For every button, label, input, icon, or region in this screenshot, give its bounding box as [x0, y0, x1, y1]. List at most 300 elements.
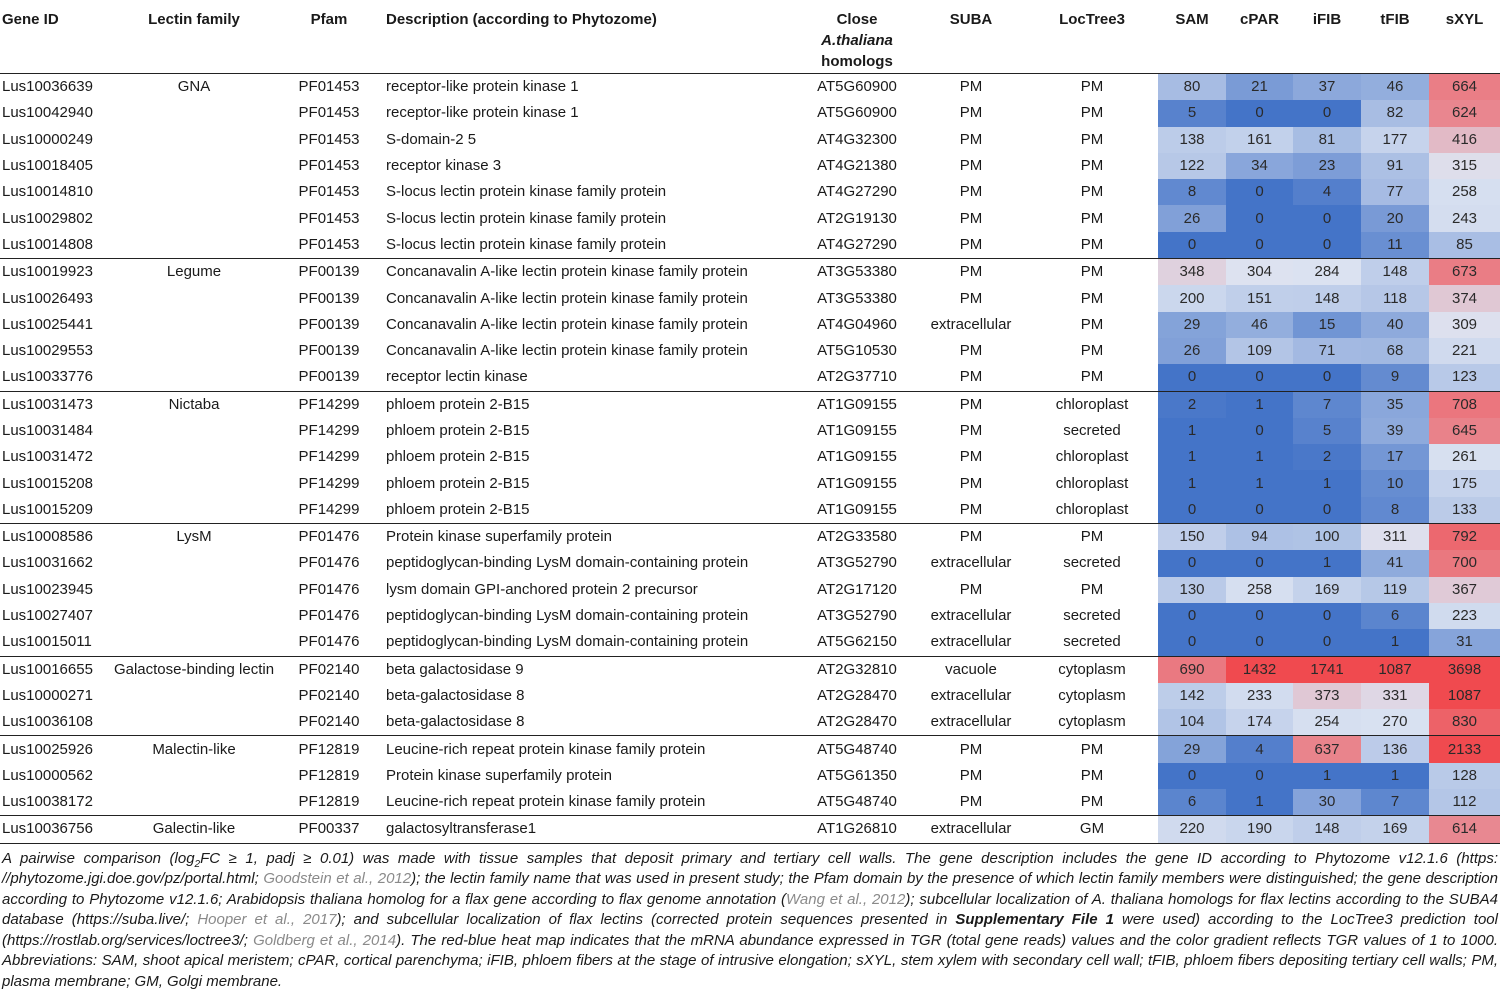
description-cell: beta galactosidase 9 [380, 656, 798, 683]
pfam-cell: PF02140 [298, 686, 360, 704]
gene-id-cell: Lus10015209 [2, 500, 93, 518]
loctree-cell: PM [1080, 580, 1104, 598]
lectin-family-cell: Galactose-binding lectin [110, 656, 278, 683]
homolog-cell: AT1G09155 [817, 422, 897, 439]
loctree-cell: PM [1080, 104, 1104, 122]
gene-id-cell: Lus10000562 [2, 766, 93, 784]
suba-cell: PM [959, 422, 983, 439]
lectin-family-cell [110, 338, 278, 364]
loctree-cell: chloroplast [1055, 500, 1129, 518]
suba-cell: PM [959, 104, 983, 122]
suba-cell: extracellular [930, 607, 1012, 625]
footnote-citation[interactable]: Wang et al., 2012 [786, 890, 906, 908]
sam-cell: 104 [1158, 709, 1226, 736]
suba-cell: extracellular [930, 315, 1012, 333]
sam-cell: 142 [1158, 683, 1226, 709]
description-cell: Concanavalin A-like lectin protein kinase family protein [380, 259, 798, 286]
ifib-cell: 0 [1293, 100, 1361, 126]
header-row [0, 0, 1500, 74]
sxyl-cell: 261 [1429, 444, 1500, 470]
table-row [0, 205, 1500, 231]
loctree-cell: secreted [1063, 422, 1121, 439]
sxyl-cell: 243 [1429, 205, 1500, 231]
cpar-cell: 1 [1226, 470, 1293, 496]
description-cell: Protein kinase superfamily protein [386, 766, 612, 784]
sxyl-cell: 112 [1429, 789, 1500, 816]
tfib-cell: 148 [1361, 259, 1429, 286]
sam-cell: 5 [1158, 100, 1226, 126]
cpar-cell: 0 [1226, 364, 1293, 391]
table-row [0, 391, 1500, 418]
gene-id-cell: Lus10025441 [2, 315, 93, 333]
table-row [0, 497, 1500, 524]
description-cell: beta-galactosidase 8 [386, 686, 525, 704]
cpar-cell: 0 [1226, 205, 1293, 231]
sam-cell: 0 [1158, 497, 1226, 524]
sxyl-cell: 624 [1429, 100, 1500, 126]
gene-id-cell: Lus10023945 [2, 580, 93, 598]
ifib-cell: 169 [1293, 577, 1361, 603]
cpar-cell: 0 [1226, 232, 1293, 259]
suba-cell: PM [959, 793, 983, 811]
header-homologs-species: A.thaliana [821, 32, 893, 49]
ifib-cell: 284 [1293, 259, 1361, 286]
sam-cell: 0 [1158, 603, 1226, 629]
loctree-cell: secreted [1063, 633, 1121, 651]
sxyl-cell: 315 [1429, 153, 1500, 179]
pfam-cell: PF01476 [298, 554, 360, 572]
lectin-family-cell [110, 205, 278, 231]
sam-cell: 26 [1158, 205, 1226, 231]
suba-cell: vacuole [916, 656, 1026, 683]
tfib-cell: 119 [1361, 577, 1429, 603]
sam-cell: 138 [1158, 127, 1226, 153]
lectin-family-cell [110, 789, 278, 816]
homolog-cell: AT2G37710 [817, 368, 897, 386]
table-row [0, 418, 1500, 444]
sam-cell: 29 [1158, 736, 1226, 763]
tfib-cell: 118 [1361, 285, 1429, 311]
cpar-cell: 233 [1226, 683, 1293, 709]
cpar-cell: 0 [1226, 550, 1293, 576]
description-cell: phloem protein 2-B15 [386, 422, 530, 439]
suba-cell: extracellular [930, 554, 1012, 572]
footnote-subscript: 2 [194, 858, 201, 870]
gene-id-cell: Lus10026493 [2, 289, 93, 307]
ifib-cell: 23 [1293, 153, 1361, 179]
gene-id-cell: Lus10036108 [2, 713, 93, 731]
ifib-cell: 148 [1293, 285, 1361, 311]
sam-cell: 0 [1158, 364, 1226, 391]
footnote-citation[interactable]: Hooper et al., 2017 [197, 911, 337, 929]
sam-cell: 1 [1158, 444, 1226, 470]
ifib-cell: 0 [1293, 497, 1361, 524]
sam-cell: 1 [1158, 418, 1226, 444]
ifib-cell: 254 [1293, 709, 1361, 736]
table-footnote [0, 844, 1500, 992]
homolog-cell: AT4G21380 [817, 157, 897, 175]
footnote-text: FC ≥ 1, padj ≥ 0.01) was made with tissue samples that deposit primary and tertiary cell walls. The gene description includes the gene ID according to Phytozome v12.1.6 (https: //phytozome.jgi.doe.gov/pz/portal.html; [2, 849, 1498, 888]
loctree-cell: PM [1080, 289, 1104, 307]
loctree-cell: PM [1080, 315, 1104, 333]
tfib-cell: 270 [1361, 709, 1429, 736]
pfam-cell: PF14299 [298, 448, 360, 466]
cpar-cell: 0 [1226, 179, 1293, 205]
homolog-cell: AT1G09155 [817, 448, 897, 466]
table-row [0, 100, 1500, 126]
sam-cell: 29 [1158, 312, 1226, 338]
suba-cell: extracellular [916, 816, 1026, 843]
pfam-cell: PF01453 [298, 78, 360, 96]
footnote-citation[interactable]: Goodstein et al., 2012 [263, 870, 412, 888]
table-row [0, 127, 1500, 153]
table-row [0, 232, 1500, 259]
gene-id-cell: Lus10031472 [2, 448, 93, 466]
gene-id-cell: Lus10025926 [0, 736, 110, 763]
homolog-cell: AT5G60900 [817, 104, 897, 122]
description-cell: receptor-like protein kinase 1 [386, 104, 579, 122]
description-cell: S-locus lectin protein kinase family protein [386, 235, 667, 253]
cpar-cell: 94 [1226, 524, 1293, 551]
cpar-cell: 1 [1226, 789, 1293, 816]
tfib-cell: 82 [1361, 100, 1429, 126]
pfam-cell: PF01453 [298, 209, 360, 227]
loctree-cell: PM [1080, 78, 1104, 96]
description-cell: lysm domain GPI-anchored protein 2 precursor [386, 580, 698, 598]
gene-id-cell: Lus10033776 [2, 368, 93, 386]
sxyl-cell: 258 [1429, 179, 1500, 205]
table-row [0, 285, 1500, 311]
description-cell: S-domain-2 5 [386, 130, 477, 148]
cpar-cell: 0 [1226, 418, 1293, 444]
gene-id-cell: Lus10042940 [2, 104, 93, 122]
pfam-cell: PF01453 [298, 183, 360, 201]
ifib-cell: 7 [1293, 391, 1361, 418]
table-row [0, 709, 1500, 736]
suba-cell: PM [959, 235, 983, 253]
gene-id-cell: Lus10019923 [0, 259, 110, 286]
tfib-cell: 40 [1361, 312, 1429, 338]
gene-id-cell: Lus10038172 [2, 793, 93, 811]
sam-cell: 2 [1158, 391, 1226, 418]
cpar-cell: 258 [1226, 577, 1293, 603]
sxyl-cell: 85 [1429, 232, 1500, 259]
ifib-cell: 100 [1293, 524, 1361, 551]
sxyl-cell: 223 [1429, 603, 1500, 629]
loctree-cell: cytoplasm [1058, 686, 1126, 704]
table-row [0, 736, 1500, 763]
table-row [0, 789, 1500, 816]
ifib-cell: 4 [1293, 179, 1361, 205]
suba-cell: PM [959, 289, 983, 307]
tfib-cell: 46 [1361, 74, 1429, 101]
suba-cell: extracellular [930, 686, 1012, 704]
homolog-cell: AT1G09155 [798, 391, 916, 418]
sam-cell: 122 [1158, 153, 1226, 179]
footnote-text: ); subcellular localization of A. thaliana homologs for flax lectins according to the SUBA4 database (https://suba.live/; [2, 890, 1498, 929]
loctree-cell: PM [1080, 235, 1104, 253]
header-sxyl: sXYL [1429, 0, 1500, 74]
loctree-cell: cytoplasm [1058, 713, 1126, 731]
gene-id-cell: Lus10031473 [0, 391, 110, 418]
homolog-cell: AT4G27290 [817, 235, 897, 253]
cpar-cell: 0 [1226, 100, 1293, 126]
gene-id-cell: Lus10031662 [2, 554, 93, 572]
suba-cell: PM [959, 183, 983, 201]
pfam-cell: PF01476 [298, 607, 360, 625]
table-row [0, 153, 1500, 179]
gene-id-cell: Lus10031484 [2, 422, 93, 439]
ifib-cell: 1 [1293, 763, 1361, 789]
pfam-cell: PF00139 [298, 368, 360, 386]
loctree-cell: chloroplast [1055, 474, 1129, 492]
pfam-cell: PF02140 [298, 713, 360, 731]
gene-id-cell: Lus10015208 [2, 474, 93, 492]
sxyl-cell: 133 [1429, 497, 1500, 524]
tfib-cell: 311 [1361, 524, 1429, 551]
table-row [0, 577, 1500, 603]
sam-cell: 150 [1158, 524, 1226, 551]
homolog-cell: AT2G19130 [817, 209, 897, 227]
pfam-cell: PF12819 [278, 736, 380, 763]
gene-id-cell: Lus10008586 [0, 524, 110, 551]
tfib-cell: 10 [1361, 470, 1429, 496]
description-cell: S-locus lectin protein kinase family protein [386, 209, 667, 227]
homolog-cell: AT3G52790 [817, 607, 897, 625]
description-cell: Leucine-rich repeat protein kinase family protein [386, 793, 706, 811]
sxyl-cell: 830 [1429, 709, 1500, 736]
description-cell: peptidoglycan-binding LysM domain-containing protein [386, 554, 749, 572]
description-cell: Protein kinase superfamily protein [380, 524, 798, 551]
sxyl-cell: 3698 [1429, 656, 1500, 683]
description-cell: beta-galactosidase 8 [386, 713, 525, 731]
sxyl-cell: 708 [1429, 391, 1500, 418]
sxyl-cell: 1087 [1429, 683, 1500, 709]
sxyl-cell: 700 [1429, 550, 1500, 576]
table-row [0, 312, 1500, 338]
table-row [0, 179, 1500, 205]
lectin-family-cell: Galectin-like [110, 816, 278, 843]
suba-cell: PM [916, 391, 1026, 418]
description-cell: phloem protein 2-B15 [380, 391, 798, 418]
table-row [0, 338, 1500, 364]
homolog-cell: AT2G17120 [817, 580, 897, 598]
header-cpar: cPAR [1226, 0, 1293, 74]
sxyl-cell: 614 [1429, 816, 1500, 843]
ifib-cell: 5 [1293, 418, 1361, 444]
suba-cell: PM [959, 130, 983, 148]
lectin-family-cell [110, 763, 278, 789]
table-row [0, 550, 1500, 576]
ifib-cell: 148 [1293, 816, 1361, 843]
table-row [0, 444, 1500, 470]
table-row [0, 470, 1500, 496]
lectin-family-cell [110, 577, 278, 603]
lectin-family-cell: Legume [110, 259, 278, 286]
lectin-family-cell [110, 603, 278, 629]
gene-id-cell: Lus10027407 [2, 607, 93, 625]
loctree-cell: PM [1080, 157, 1104, 175]
cpar-cell: 161 [1226, 127, 1293, 153]
homolog-cell: AT1G09155 [817, 500, 897, 518]
homolog-cell: AT2G28470 [817, 713, 897, 731]
homolog-cell: AT4G32300 [817, 130, 897, 148]
ifib-cell: 2 [1293, 444, 1361, 470]
header-suba: SUBA [916, 0, 1026, 74]
homolog-cell: AT3G53380 [798, 259, 916, 286]
ifib-cell: 37 [1293, 74, 1361, 101]
loctree-cell: GM [1026, 816, 1158, 843]
pfam-cell: PF14299 [298, 422, 360, 439]
lectin-family-cell [110, 683, 278, 709]
pfam-cell: PF01453 [298, 235, 360, 253]
pfam-cell: PF00337 [278, 816, 380, 843]
tfib-cell: 41 [1361, 550, 1429, 576]
table-row [0, 656, 1500, 683]
homolog-cell: AT2G33580 [798, 524, 916, 551]
loctree-cell: chloroplast [1055, 448, 1129, 466]
loctree-cell: PM [1080, 793, 1104, 811]
sxyl-cell: 128 [1429, 763, 1500, 789]
homolog-cell: AT4G27290 [817, 183, 897, 201]
pfam-cell: PF00139 [298, 342, 360, 360]
suba-cell: PM [916, 524, 1026, 551]
gene-id-cell: Lus10029553 [2, 342, 93, 360]
sxyl-cell: 221 [1429, 338, 1500, 364]
table-row [0, 763, 1500, 789]
sam-cell: 220 [1158, 816, 1226, 843]
sxyl-cell: 123 [1429, 364, 1500, 391]
description-cell: Concanavalin A-like lectin protein kinase family protein [386, 289, 748, 307]
homolog-cell: AT5G60900 [817, 78, 897, 96]
tfib-cell: 35 [1361, 391, 1429, 418]
loctree-cell: PM [1080, 130, 1104, 148]
cpar-cell: 0 [1226, 497, 1293, 524]
footnote-supplementary-link[interactable]: Supplementary File 1 [955, 911, 1114, 929]
gene-id-cell: Lus10000249 [2, 130, 93, 148]
table-row [0, 603, 1500, 629]
sam-cell: 80 [1158, 74, 1226, 101]
tfib-cell: 11 [1361, 232, 1429, 259]
pfam-cell: PF00139 [278, 259, 380, 286]
table-row [0, 683, 1500, 709]
cpar-cell: 151 [1226, 285, 1293, 311]
suba-cell: PM [959, 209, 983, 227]
sam-cell: 8 [1158, 179, 1226, 205]
lectin-family-cell [110, 364, 278, 391]
ifib-cell: 1 [1293, 550, 1361, 576]
ifib-cell: 30 [1293, 789, 1361, 816]
tfib-cell: 6 [1361, 603, 1429, 629]
pfam-cell: PF01453 [298, 130, 360, 148]
tfib-cell: 1 [1361, 763, 1429, 789]
suba-cell: PM [959, 342, 983, 360]
lectin-family-cell [110, 100, 278, 126]
description-cell: receptor kinase 3 [386, 157, 502, 175]
ifib-cell: 0 [1293, 603, 1361, 629]
pfam-cell: PF01476 [298, 633, 360, 651]
lectin-family-cell [110, 444, 278, 470]
description-cell: receptor-like protein kinase 1 [386, 78, 579, 96]
sxyl-cell: 664 [1429, 74, 1500, 101]
pfam-cell: PF01453 [298, 157, 360, 175]
homolog-cell: AT5G61350 [817, 766, 897, 784]
homolog-cell: AT3G52790 [817, 554, 897, 572]
homolog-cell: AT5G48740 [798, 736, 916, 763]
homolog-cell: AT5G10530 [817, 342, 897, 360]
loctree-cell: PM [1080, 766, 1104, 784]
sam-cell: 6 [1158, 789, 1226, 816]
sam-cell: 0 [1158, 629, 1226, 656]
description-cell: phloem protein 2-B15 [386, 500, 530, 518]
header-homologs-prefix: Close [836, 11, 878, 28]
gene-id-cell: Lus10000271 [2, 686, 93, 704]
gene-id-cell: Lus10036639 [2, 78, 93, 96]
gene-id-cell: Lus10014810 [2, 183, 93, 201]
lectin-family-cell [110, 179, 278, 205]
gene-id-cell: Lus10014808 [2, 235, 93, 253]
cpar-cell: 1432 [1226, 656, 1293, 683]
description-cell: galactosyltransferase1 [380, 816, 798, 843]
ifib-cell: 637 [1293, 736, 1361, 763]
ifib-cell: 15 [1293, 312, 1361, 338]
pfam-cell: PF01476 [298, 580, 360, 598]
sam-cell: 1 [1158, 470, 1226, 496]
suba-cell: PM [959, 448, 983, 466]
description-cell: phloem protein 2-B15 [386, 474, 530, 492]
sam-cell: 690 [1158, 656, 1226, 683]
cpar-cell: 46 [1226, 312, 1293, 338]
footnote-citation[interactable]: Goldberg et al., 2014 [253, 931, 397, 949]
sxyl-cell: 367 [1429, 577, 1500, 603]
cpar-cell: 0 [1226, 629, 1293, 656]
ifib-cell: 71 [1293, 338, 1361, 364]
suba-cell: PM [959, 766, 983, 784]
lectin-family-cell: LysM [110, 524, 278, 551]
header-lectin-family: Lectin family [110, 0, 278, 74]
ifib-cell: 373 [1293, 683, 1361, 709]
homolog-cell: AT3G53380 [817, 289, 897, 307]
cpar-cell: 0 [1226, 603, 1293, 629]
homolog-cell: AT4G04960 [817, 315, 897, 333]
loctree-cell: PM [1026, 259, 1158, 286]
table-row [0, 816, 1500, 843]
suba-cell: PM [959, 157, 983, 175]
suba-cell: PM [916, 259, 1026, 286]
lectin-family-cell [110, 127, 278, 153]
pfam-cell: PF12819 [298, 793, 360, 811]
sam-cell: 0 [1158, 763, 1226, 789]
cpar-cell: 304 [1226, 259, 1293, 286]
cpar-cell: 0 [1226, 763, 1293, 789]
gene-id-cell: Lus10015011 [2, 633, 92, 651]
tfib-cell: 39 [1361, 418, 1429, 444]
lectin-family-cell [110, 497, 278, 524]
sam-cell: 26 [1158, 338, 1226, 364]
table-row [0, 524, 1500, 551]
loctree-cell: secreted [1063, 607, 1121, 625]
homolog-cell: AT2G28470 [817, 686, 897, 704]
sxyl-cell: 31 [1429, 629, 1500, 656]
loctree-cell: PM [1080, 183, 1104, 201]
suba-cell: PM [959, 580, 983, 598]
lectin-family-cell [110, 418, 278, 444]
description-cell: Concanavalin A-like lectin protein kinase family protein [386, 342, 748, 360]
pfam-cell: PF02140 [278, 656, 380, 683]
pfam-cell: PF14299 [298, 500, 360, 518]
sxyl-cell: 416 [1429, 127, 1500, 153]
tfib-cell: 17 [1361, 444, 1429, 470]
